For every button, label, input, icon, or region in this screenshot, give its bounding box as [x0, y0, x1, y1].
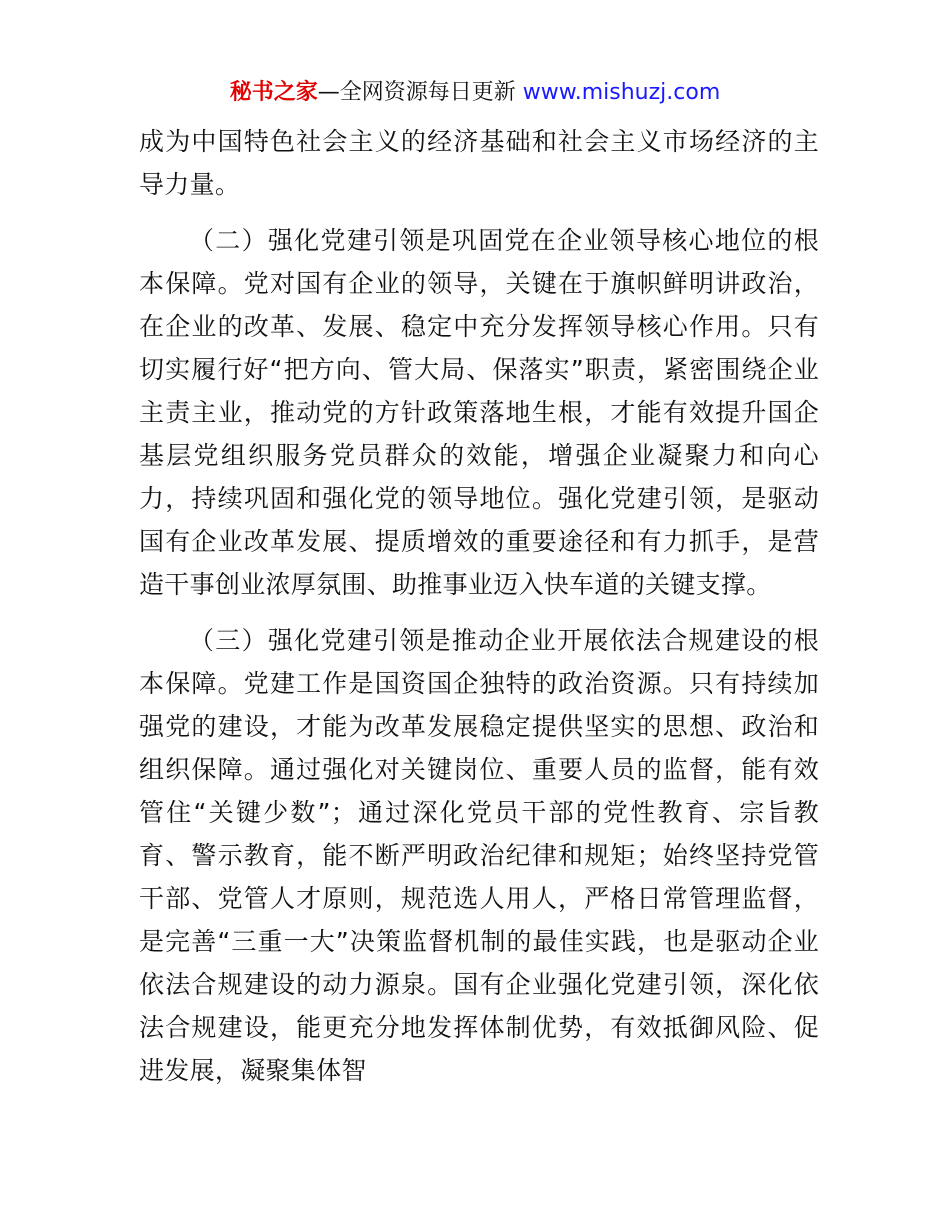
site-brand: 秘书之家 [229, 80, 318, 105]
paragraph-section-2: （二）强化党建引领是巩固党在企业领导核心地位的根本保障。党对国有企业的领导，关键在于旗帜鲜明讲政治，在企业的改革、发展、稳定中充分发挥领导核心作用。只有切实履行好“把方向、管大局、保落实”职责，紧密围绕企业主责主业，推动党的方针政策落地生根，才能有效提升国企基层党组织服务党员群众的效能，增强企业凝聚力和向心力，持续巩固和强化党的领导地位。强化党建引领，是驱动国有企业改革发展、提质增效的重要途径和有力抓手，是营造干事创业浓厚氛围、助推事业迈入快车道的关键支撑。 [139, 226, 819, 599]
document-body [139, 120, 819, 1105]
page-header [0, 78, 950, 108]
site-url-link[interactable]: www.mishuzj.com [522, 80, 721, 105]
paragraph-continuation: 成为中国特色社会主义的经济基础和社会主义市场经济的主导力量。 [139, 127, 819, 199]
site-tagline: —全网资源每日更新 [317, 80, 516, 105]
paragraph-section-3: （三）强化党建引领是推动企业开展依法合规建设的根本保障。党建工作是国资国企独特的政治资源。只有持续加强党的建设，才能为改革发展稳定提供坚实的思想、政治和组织保障。通过强化对关键岗位、重要人员的监督，能有效管住“关键少数”；通过深化党员干部的党性教育、宗旨教育、警示教育，能不断严明政治纪律和规矩；始终坚持党管干部、党管人才原则，规范选人用人，严格日常管理监督，是完善“三重一大”决策监督机制的最佳实践，也是驱动企业依法合规建设的动力源泉。国有企业强化党建引领，深化依法合规建设，能更充分地发挥体制优势，有效抵御风险、促进发展，凝聚集体智 [139, 626, 819, 1085]
